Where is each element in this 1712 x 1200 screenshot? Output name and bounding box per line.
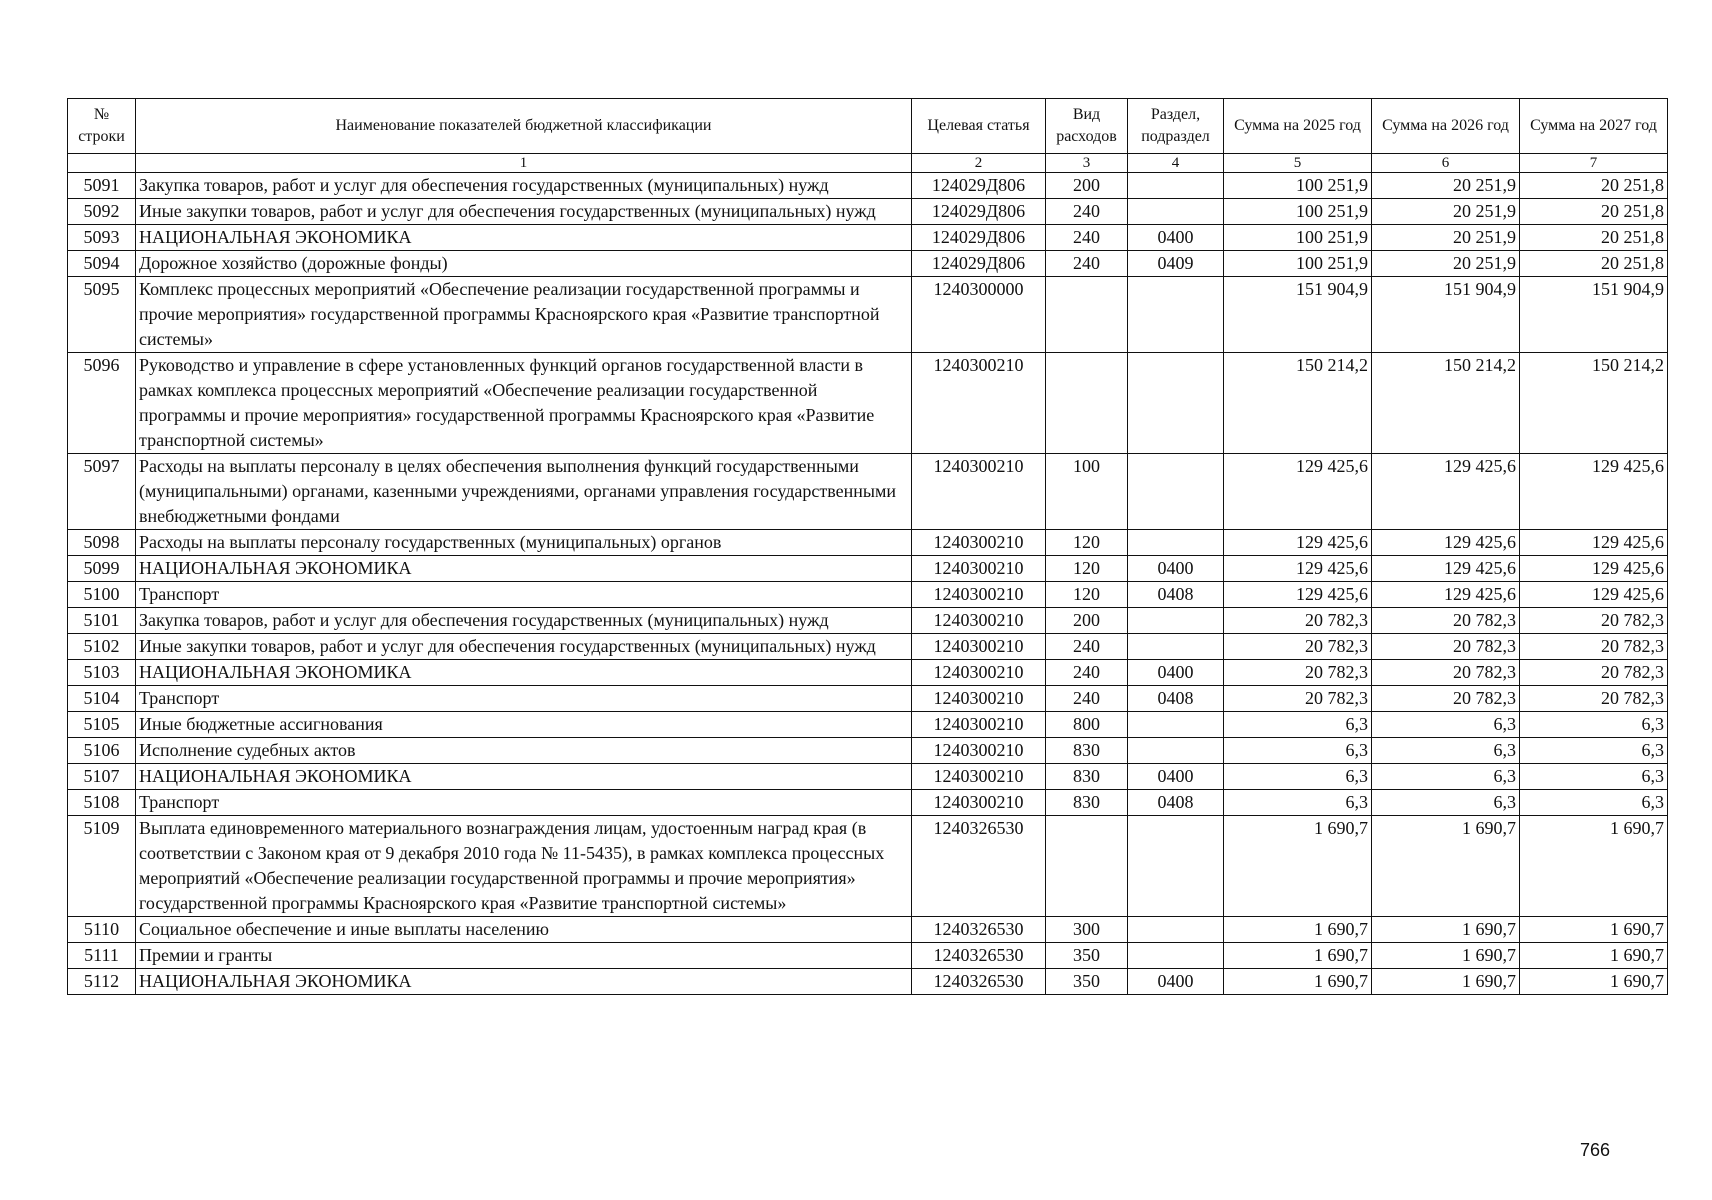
expense-type: 830 <box>1046 738 1128 764</box>
sum-2027: 6,3 <box>1520 764 1668 790</box>
sum-2025: 100 251,9 <box>1224 199 1372 225</box>
table-row <box>68 277 1668 353</box>
table-row <box>68 608 1668 634</box>
sum-2025: 1 690,7 <box>1224 969 1372 995</box>
section-code <box>1128 277 1224 353</box>
sum-2026: 1 690,7 <box>1372 969 1520 995</box>
header-sum-2025: Сумма на 2025 год <box>1224 99 1372 154</box>
column-number-row <box>68 154 1668 173</box>
target-code: 1240300210 <box>912 712 1046 738</box>
table-row <box>68 686 1668 712</box>
sum-2026: 6,3 <box>1372 790 1520 816</box>
table-row <box>68 660 1668 686</box>
indicator-name: НАЦИОНАЛЬНАЯ ЭКОНОМИКА <box>136 225 912 251</box>
row-number: 5109 <box>68 816 136 917</box>
sum-2027: 6,3 <box>1520 738 1668 764</box>
expense-type <box>1046 816 1128 917</box>
indicator-name: Иные бюджетные ассигнования <box>136 712 912 738</box>
sum-2027: 20 251,8 <box>1520 225 1668 251</box>
sum-2026: 6,3 <box>1372 712 1520 738</box>
target-code: 124029Д806 <box>912 251 1046 277</box>
table-row <box>68 738 1668 764</box>
sum-2025: 129 425,6 <box>1224 556 1372 582</box>
section-code <box>1128 173 1224 199</box>
expense-type <box>1046 353 1128 454</box>
sum-2027: 129 425,6 <box>1520 454 1668 530</box>
sum-2027: 20 782,3 <box>1520 634 1668 660</box>
expense-type <box>1046 277 1128 353</box>
target-code: 1240326530 <box>912 816 1046 917</box>
section-code <box>1128 530 1224 556</box>
table-row <box>68 712 1668 738</box>
section-code <box>1128 816 1224 917</box>
section-code <box>1128 738 1224 764</box>
sum-2026: 1 690,7 <box>1372 816 1520 917</box>
row-number: 5112 <box>68 969 136 995</box>
row-number: 5100 <box>68 582 136 608</box>
target-code: 1240300210 <box>912 738 1046 764</box>
table-row <box>68 764 1668 790</box>
sum-2025: 1 690,7 <box>1224 917 1372 943</box>
sum-2027: 20 251,8 <box>1520 199 1668 225</box>
column-number <box>68 154 136 173</box>
sum-2025: 20 782,3 <box>1224 634 1372 660</box>
sum-2026: 1 690,7 <box>1372 943 1520 969</box>
expense-type: 120 <box>1046 530 1128 556</box>
section-code <box>1128 199 1224 225</box>
page-number: 766 <box>1580 1140 1611 1160</box>
target-code: 1240300210 <box>912 530 1046 556</box>
sum-2027: 151 904,9 <box>1520 277 1668 353</box>
section-code: 0400 <box>1128 556 1224 582</box>
indicator-name: Исполнение судебных актов <box>136 738 912 764</box>
sum-2027: 20 782,3 <box>1520 608 1668 634</box>
expense-type: 800 <box>1046 712 1128 738</box>
sum-2026: 20 782,3 <box>1372 608 1520 634</box>
section-code: 0400 <box>1128 764 1224 790</box>
row-number: 5110 <box>68 917 136 943</box>
row-number: 5101 <box>68 608 136 634</box>
table-row <box>68 530 1668 556</box>
sum-2027: 20 782,3 <box>1520 660 1668 686</box>
sum-2026: 151 904,9 <box>1372 277 1520 353</box>
section-code: 0408 <box>1128 686 1224 712</box>
header-row <box>68 99 1668 154</box>
sum-2025: 129 425,6 <box>1224 582 1372 608</box>
sum-2026: 20 251,9 <box>1372 251 1520 277</box>
sum-2025: 100 251,9 <box>1224 173 1372 199</box>
sum-2026: 129 425,6 <box>1372 582 1520 608</box>
expense-type: 200 <box>1046 608 1128 634</box>
row-number: 5104 <box>68 686 136 712</box>
indicator-name: Выплата единовременного материального вознаграждения лицам, удостоенным наград края (в соответствии с Законом края от 9 декабря 2010 года № 11-5435), в рамках комплекса процессных мероприятий «Обеспечение реализации государственной программы и прочие мероприятия» государственной программы Красноярского края «Развитие транспортной системы» <box>136 816 912 917</box>
target-code: 1240300210 <box>912 582 1046 608</box>
sum-2026: 20 251,9 <box>1372 199 1520 225</box>
expense-type: 120 <box>1046 582 1128 608</box>
section-code <box>1128 353 1224 454</box>
target-code: 1240326530 <box>912 917 1046 943</box>
indicator-name: Транспорт <box>136 582 912 608</box>
row-number: 5099 <box>68 556 136 582</box>
column-number: 6 <box>1372 154 1520 173</box>
sum-2025: 100 251,9 <box>1224 225 1372 251</box>
expense-type: 830 <box>1046 790 1128 816</box>
table-row <box>68 199 1668 225</box>
table-row <box>68 556 1668 582</box>
sum-2025: 151 904,9 <box>1224 277 1372 353</box>
expense-type: 830 <box>1046 764 1128 790</box>
target-code: 1240300210 <box>912 764 1046 790</box>
header-sum-2026: Сумма на 2026 год <box>1372 99 1520 154</box>
row-number: 5094 <box>68 251 136 277</box>
column-number: 3 <box>1046 154 1128 173</box>
sum-2025: 129 425,6 <box>1224 530 1372 556</box>
sum-2026: 129 425,6 <box>1372 454 1520 530</box>
expense-type: 240 <box>1046 251 1128 277</box>
indicator-name: Руководство и управление в сфере установленных функций органов государственной власти в рамках комплекса процессных мероприятий «Обеспечение реализации государственной программы и прочие мероприятия» государственной программы Красноярского края «Развитие транспортной системы» <box>136 353 912 454</box>
sum-2026: 129 425,6 <box>1372 530 1520 556</box>
row-number: 5108 <box>68 790 136 816</box>
header-name: Наименование показателей бюджетной классификации <box>136 99 912 154</box>
row-number: 5097 <box>68 454 136 530</box>
table-row <box>68 943 1668 969</box>
table-row <box>68 225 1668 251</box>
indicator-name: Иные закупки товаров, работ и услуг для обеспечения государственных (муниципальных) нужд <box>136 634 912 660</box>
indicator-name: Комплекс процессных мероприятий «Обеспечение реализации государственной программы и прочие мероприятия» государственной программы Красноярского края «Развитие транспортной системы» <box>136 277 912 353</box>
sum-2027: 1 690,7 <box>1520 917 1668 943</box>
column-number: 4 <box>1128 154 1224 173</box>
expense-type: 120 <box>1046 556 1128 582</box>
sum-2026: 20 782,3 <box>1372 660 1520 686</box>
sum-2026: 20 782,3 <box>1372 634 1520 660</box>
indicator-name: Транспорт <box>136 686 912 712</box>
row-number: 5111 <box>68 943 136 969</box>
expense-type: 240 <box>1046 634 1128 660</box>
target-code: 1240300210 <box>912 634 1046 660</box>
row-number: 5103 <box>68 660 136 686</box>
sum-2025: 20 782,3 <box>1224 660 1372 686</box>
expense-type: 240 <box>1046 199 1128 225</box>
table-row <box>68 173 1668 199</box>
target-code: 1240300210 <box>912 353 1046 454</box>
column-number: 7 <box>1520 154 1668 173</box>
indicator-name: Расходы на выплаты персоналу в целях обеспечения выполнения функций государственными (муниципальными) органами, казенными учреждениями, органами управления государственными внебюджетными фондами <box>136 454 912 530</box>
expense-type: 240 <box>1046 660 1128 686</box>
table-row <box>68 251 1668 277</box>
table-row <box>68 454 1668 530</box>
row-number: 5092 <box>68 199 136 225</box>
sum-2026: 6,3 <box>1372 764 1520 790</box>
table-row <box>68 969 1668 995</box>
column-number: 5 <box>1224 154 1372 173</box>
expense-type: 240 <box>1046 225 1128 251</box>
expense-type: 240 <box>1046 686 1128 712</box>
indicator-name: НАЦИОНАЛЬНАЯ ЭКОНОМИКА <box>136 969 912 995</box>
indicator-name: Дорожное хозяйство (дорожные фонды) <box>136 251 912 277</box>
sum-2025: 1 690,7 <box>1224 943 1372 969</box>
target-code: 1240300210 <box>912 660 1046 686</box>
section-code <box>1128 608 1224 634</box>
sum-2026: 6,3 <box>1372 738 1520 764</box>
expense-type: 200 <box>1046 173 1128 199</box>
indicator-name: Расходы на выплаты персоналу государственных (муниципальных) органов <box>136 530 912 556</box>
sum-2025: 150 214,2 <box>1224 353 1372 454</box>
sum-2027: 129 425,6 <box>1520 530 1668 556</box>
sum-2025: 1 690,7 <box>1224 816 1372 917</box>
header-row-no: № строки <box>68 99 136 154</box>
sum-2026: 150 214,2 <box>1372 353 1520 454</box>
target-code: 1240300210 <box>912 608 1046 634</box>
target-code: 1240300210 <box>912 556 1046 582</box>
target-code: 1240300210 <box>912 454 1046 530</box>
section-code: 0400 <box>1128 969 1224 995</box>
indicator-name: Премии и гранты <box>136 943 912 969</box>
row-number: 5095 <box>68 277 136 353</box>
indicator-name: Транспорт <box>136 790 912 816</box>
sum-2025: 129 425,6 <box>1224 454 1372 530</box>
section-code: 0400 <box>1128 660 1224 686</box>
section-code: 0408 <box>1128 582 1224 608</box>
sum-2026: 20 251,9 <box>1372 225 1520 251</box>
column-number: 1 <box>136 154 912 173</box>
sum-2026: 20 782,3 <box>1372 686 1520 712</box>
sum-2027: 6,3 <box>1520 790 1668 816</box>
sum-2025: 6,3 <box>1224 790 1372 816</box>
target-code: 1240300210 <box>912 686 1046 712</box>
expense-type: 350 <box>1046 969 1128 995</box>
target-code: 1240326530 <box>912 969 1046 995</box>
row-number: 5106 <box>68 738 136 764</box>
section-code <box>1128 634 1224 660</box>
section-code: 0409 <box>1128 251 1224 277</box>
section-code <box>1128 454 1224 530</box>
sum-2025: 20 782,3 <box>1224 608 1372 634</box>
sum-2026: 20 251,9 <box>1372 173 1520 199</box>
indicator-name: Иные закупки товаров, работ и услуг для обеспечения государственных (муниципальных) нужд <box>136 199 912 225</box>
row-number: 5096 <box>68 353 136 454</box>
target-code: 1240300210 <box>912 790 1046 816</box>
row-number: 5098 <box>68 530 136 556</box>
indicator-name: Закупка товаров, работ и услуг для обеспечения государственных (муниципальных) нужд <box>136 173 912 199</box>
sum-2026: 129 425,6 <box>1372 556 1520 582</box>
column-number: 2 <box>912 154 1046 173</box>
target-code: 1240326530 <box>912 943 1046 969</box>
target-code: 124029Д806 <box>912 199 1046 225</box>
table-body <box>68 173 1668 995</box>
indicator-name: НАЦИОНАЛЬНАЯ ЭКОНОМИКА <box>136 764 912 790</box>
table-row <box>68 634 1668 660</box>
indicator-name: НАЦИОНАЛЬНАЯ ЭКОНОМИКА <box>136 556 912 582</box>
target-code: 1240300000 <box>912 277 1046 353</box>
row-number: 5107 <box>68 764 136 790</box>
header-section: Раздел, подраздел <box>1128 99 1224 154</box>
sum-2027: 20 251,8 <box>1520 173 1668 199</box>
table-row <box>68 790 1668 816</box>
section-code <box>1128 917 1224 943</box>
table-row <box>68 816 1668 917</box>
sum-2027: 129 425,6 <box>1520 556 1668 582</box>
row-number: 5102 <box>68 634 136 660</box>
sum-2025: 6,3 <box>1224 738 1372 764</box>
expense-type: 350 <box>1046 943 1128 969</box>
sum-2025: 6,3 <box>1224 712 1372 738</box>
header-sum-2027: Сумма на 2027 год <box>1520 99 1668 154</box>
section-code: 0408 <box>1128 790 1224 816</box>
sum-2027: 1 690,7 <box>1520 816 1668 917</box>
table-row <box>68 582 1668 608</box>
sum-2027: 20 251,8 <box>1520 251 1668 277</box>
row-number: 5091 <box>68 173 136 199</box>
header-target: Целевая статья <box>912 99 1046 154</box>
table-row <box>68 353 1668 454</box>
budget-table <box>67 98 1668 995</box>
section-code <box>1128 712 1224 738</box>
indicator-name: НАЦИОНАЛЬНАЯ ЭКОНОМИКА <box>136 660 912 686</box>
sum-2027: 6,3 <box>1520 712 1668 738</box>
sum-2027: 129 425,6 <box>1520 582 1668 608</box>
section-code <box>1128 943 1224 969</box>
target-code: 124029Д806 <box>912 173 1046 199</box>
sum-2025: 6,3 <box>1224 764 1372 790</box>
sum-2025: 20 782,3 <box>1224 686 1372 712</box>
sum-2027: 20 782,3 <box>1520 686 1668 712</box>
header-expense-type: Вид расходов <box>1046 99 1128 154</box>
section-code: 0400 <box>1128 225 1224 251</box>
expense-type: 300 <box>1046 917 1128 943</box>
row-number: 5105 <box>68 712 136 738</box>
sum-2027: 150 214,2 <box>1520 353 1668 454</box>
row-number: 5093 <box>68 225 136 251</box>
indicator-name: Закупка товаров, работ и услуг для обеспечения государственных (муниципальных) нужд <box>136 608 912 634</box>
sum-2027: 1 690,7 <box>1520 969 1668 995</box>
target-code: 124029Д806 <box>912 225 1046 251</box>
expense-type: 100 <box>1046 454 1128 530</box>
sum-2025: 100 251,9 <box>1224 251 1372 277</box>
table-row <box>68 917 1668 943</box>
sum-2026: 1 690,7 <box>1372 917 1520 943</box>
indicator-name: Социальное обеспечение и иные выплаты населению <box>136 917 912 943</box>
sum-2027: 1 690,7 <box>1520 943 1668 969</box>
